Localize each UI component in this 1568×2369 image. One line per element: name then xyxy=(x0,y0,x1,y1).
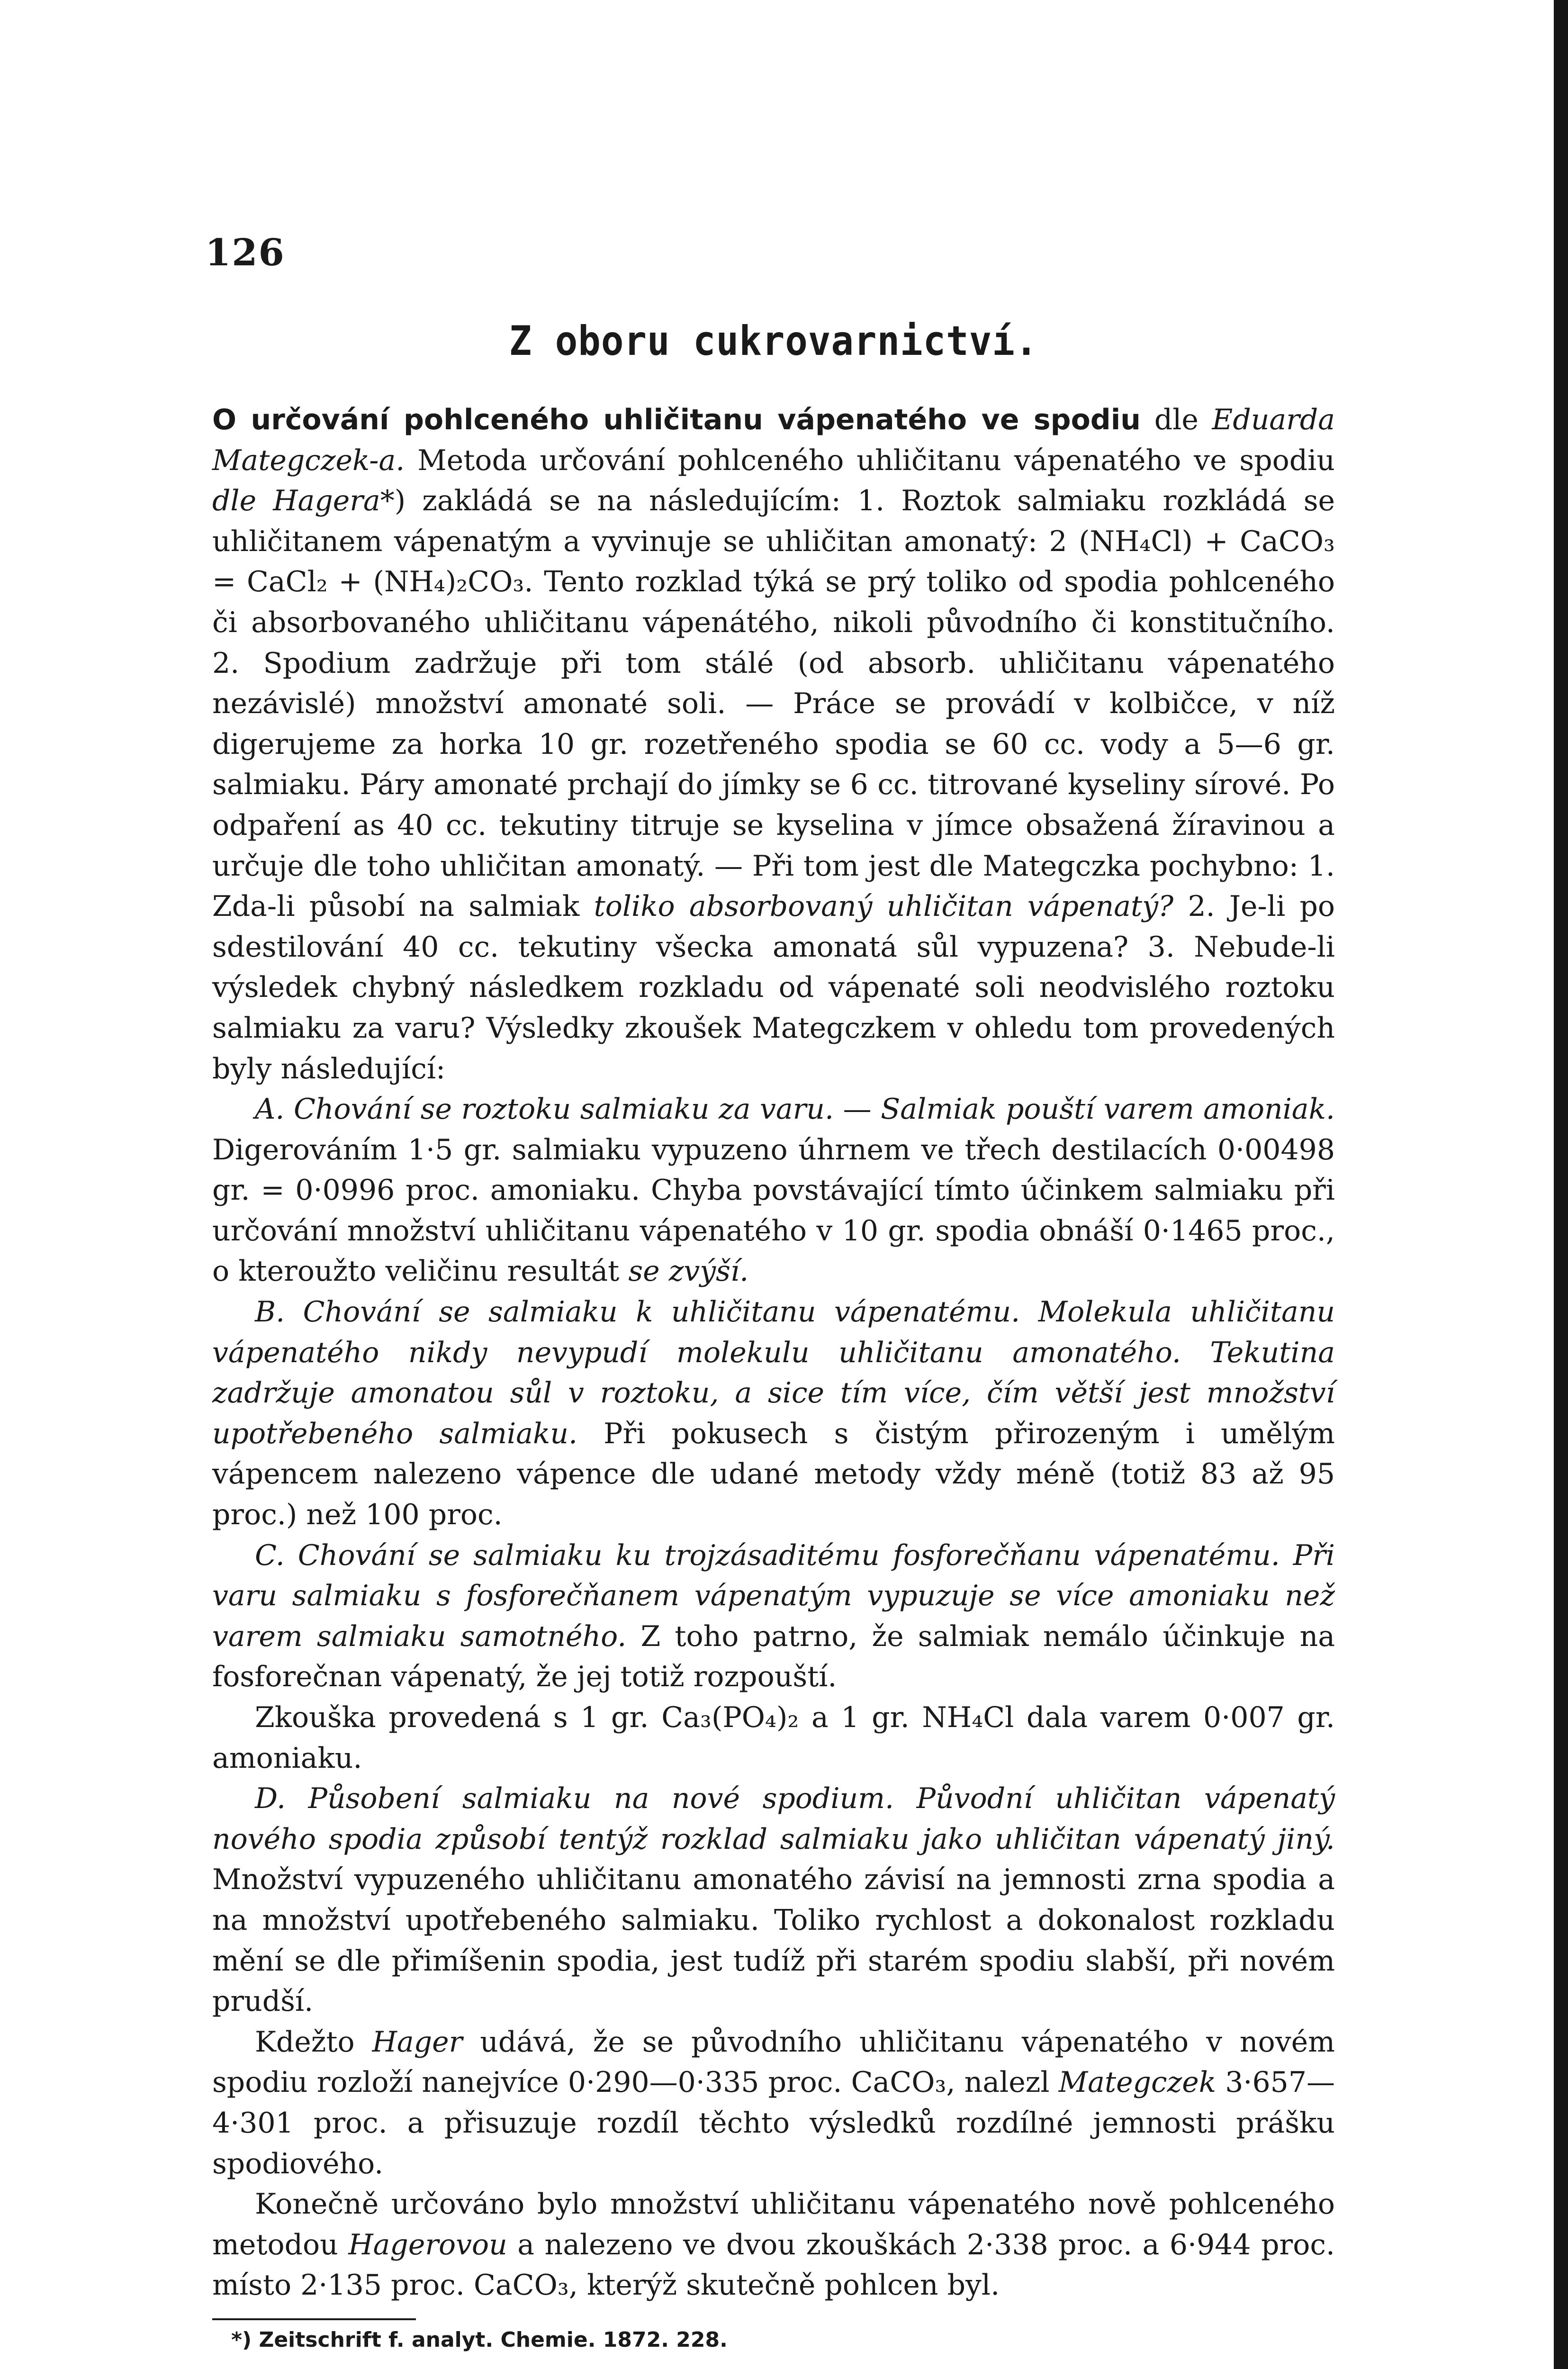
footnote-divider xyxy=(212,2318,416,2320)
paragraph-final: Konečně určováno bylo množství uhličitanu vápenatého nově pohlceného metodou Hagerovou a nalezeno ve dvou zkouškách 2·338 proc. a 6·944 proc. místo 2·135 proc. CaCO₃, kterýž skutečně pohlcen byl. xyxy=(212,2188,1335,2302)
article-body xyxy=(212,400,1335,2306)
paragraph-comparison: Kdežto Hager udává, že se původního uhličitanu vápenatého v novém spodiu rozloží nanejvíce 0·290—0·335 proc. CaCO₃, nalezl Mategczek 3·657—4·301 proc. a přisuzuje rozdíl těchto výsledků rozdílné jemnosti prášku spodiového. xyxy=(212,2025,1335,2180)
page-number: 126 xyxy=(205,231,285,274)
paragraph-section-a: A. Chování se roztoku salmiaku za varu. — Salmiak pouští varem amoniak. Digerováním 1·5 gr. salmiaku vypuzeno úhrnem ve třech destilacích 0·00498 gr. = 0·0996 proc. amoniaku. Chyba povstávající tímto účinkem salmiaku při určování množství uhličitanu vápenatého v 10 gr. spodia obnáší 0·1465 proc., o kteroužto veličinu resultát se zvýší. xyxy=(212,1093,1335,1288)
paragraph-test: Zkouška provedená s 1 gr. Ca₃(PO₄)₂ a 1 gr. NH₄Cl dala varem 0·007 gr. amoniaku. xyxy=(212,1701,1335,1775)
paragraph-section-b: B. Chování se salmiaku k uhličitanu vápenatému. Molekula uhličitanu vápenatého nikdy nevypudí molekulu uhličitanu amonatého. Tekutina zadržuje amonatou sůl v roztoku, a sice tím více, čím větší jest množství upotřebeného salmiaku. Při pokusech s čistým přirozeným i umělým vápencem nalezeno vápence dle udané metody vždy méně (totiž 83 až 95 proc.) než 100 proc. xyxy=(212,1295,1335,1532)
author-name: Eduarda Mategczek-a. xyxy=(212,403,1335,477)
article-paragraph-intro: O určování pohlceného uhličitanu vápenatého ve spodiu dle Eduarda Mategczek-a. Metoda určování pohlceného uhličitanu vápenatého ve spodiu dle Hagera*) zakládá se na následujícím: 1. Roztok salmiaku rozkládá se uhličitanem vápenatým a vyvinuje se uhličitan amonatý: 2 (NH₄Cl) + CaCO₃ = CaCl₂ + (NH₄)₂CO₃. Tento rozklad týká se prý toliko od spodia pohlceného či absorbovaného uhličitanu vápenátého, nikoli původního či konstitučního. 2. Spodium zadržuje při tom stálé (od absorb. uhličitanu vápenatého nezávislé) množství amonaté soli. — Práce se provádí v kolbičce, v níž digerujeme za horka 10 gr. rozetřeného spodia se 60 cc. vody a 5—6 gr. salmiaku. Páry amonaté prchají do jímky se 6 cc. titrované kyseliny sírové. Po odpaření as 40 cc. tekutiny titruje se kyselina v jímce obsažená žíravinou a určuje dle toho uhličitan amonatý. — Při tom jest dle Mategczka pochybno: 1. Zda-li působí na salmiak toliko absorbovaný uhličitan vápenatý? 2. Je-li po sdestilování 40 cc. tekutiny všecka amonatá sůl vypuzena? 3. Nebude-li výsledek chybný následkem rozkladu od vápenaté soli neodvislého roztoku salmiaku za varu? Výsledky zkoušek Mategczkem v ohledu tom provedených byly následující: xyxy=(212,403,1335,1085)
paragraph-section-d: D. Působení salmiaku na nové spodium. Původní uhličitan vápenatý nového spodia způsobí tentýž rozklad salmiaku jako uhličitan vápenatý jiný. Množství vypuzeného uhličitanu amonatého závisí na jemnosti zrna spodia a na množství upotřebeného salmiaku. Toliko rychlost a dokonalost rozkladu mění se dle přimíšenin spodia, jest tudíž při starém spodiu slabší, při novém prudší. xyxy=(212,1782,1335,2018)
paragraph-section-c: C. Chování se salmiaku ku trojzásaditému fosforečňanu vápenatému. Při varu salmiaku s fosforečňanem vápenatým vypuzuje se více amoniaku než varem salmiaku samotného. Z toho patrno, že salmiak nemálo účinkuje na fosforečnan vápenatý, že jej totiž rozpouští. xyxy=(212,1538,1335,1694)
article-title: O určování pohlceného uhličitanu vápenatého ve spodiu xyxy=(212,403,1141,436)
scan-page-edge xyxy=(1554,0,1568,2369)
section-title: Z oboru cukrovarnictví. xyxy=(509,317,1038,365)
page-content xyxy=(212,317,1335,2352)
footnote: *) Zeitschrift f. analyt. Chemie. 1872. 228. xyxy=(231,2327,728,2352)
